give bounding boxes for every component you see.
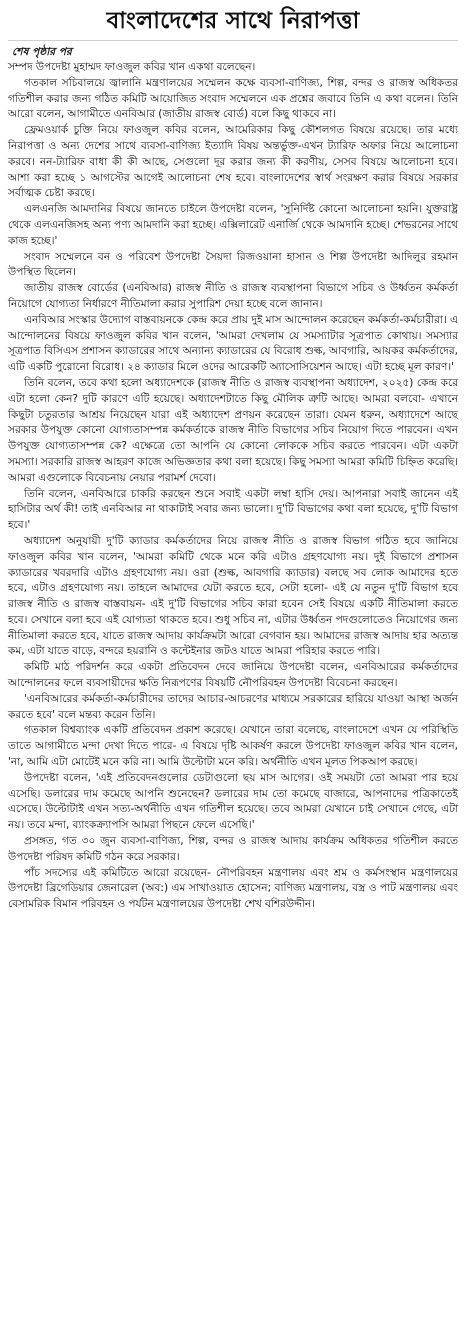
paragraph: কমিটি মাঠ পরিদর্শন করে একটা প্রতিবেদন দেবে জানিয়ে উপদেষ্টা বলেন, এনবিআরের কর্মকর্তাদের আন্দোলনের ফলে ব্যবসায়ীদের ক্ষতি নিরূপণের বিষয়টি নৌপরিবহন উপদেষ্টা বিবেচনা করছেন। — [8, 661, 458, 690]
paragraph: সম্পদ উপদেষ্টা মুহাম্মদ ফাওজুল কবির খান একথা বলেছেন। — [8, 61, 256, 73]
headline: বাংলাদেশের সাথে নিরাপত্তা — [8, 4, 458, 41]
paragraph: এলএনজি আমদানির বিষয়ে জানতে চাইলে উপদেষ্টা বলেন, 'সুনির্দিষ্ট কোনো আলোচনা হয়নি। যুক্তরাষ্ট্র থেকে এলএনজিসহ অন্য পণ্য আমদানি করা হচ্ছে। এক্সিলারেট এনার্জি থেকে আমদানি হচ্ছে। শেভরনের সাথে কাজ হচ্ছে।' — [8, 203, 458, 247]
paragraph: গতকাল সচিবালয়ে জ্বালানি মন্ত্রণালয়ের সম্মেলন কক্ষে ব্যবসা-বাণিজ্য, শিল্প, বন্দর ও রাজস্ব অধিকতর গতিশীল করার জন্য গঠিত কমিটি আয়োজিত সংবাদ সম্মেলনে এক প্রশ্নের জবাবে তিনি এ কথা বলেন। তিনি আরো বলেন, আগামীতে এনবিআর (জাতীয় রাজস্ব বোর্ড) বলে কিছু থাকবে না। — [8, 76, 458, 121]
paragraph: জাতীয় রাজস্ব বোর্ডের (এনবিআর) রাজস্ব নীতি ও রাজস্ব ব্যবস্থাপনা বিভাগে সচিব ও উর্ধ্বতন কর্মকর্তা নিয়োগে যোগ্যতা নির্ধারণে নীতিমালা করার সুপারিশ দেয়া হচ্ছে বলে জানান। — [8, 282, 458, 310]
paragraph: 'এনবিআরের কর্মকর্তা-কর্মচারীদের তাদের আচার-আচরণের মাধ্যমে সরকারের হারিয়ে যাওয়া আস্থা অর্জন করতে হবে' বলে মন্তব্য করেন তিনি। — [8, 692, 458, 721]
paragraph: উপদেষ্টা বলেন, 'এই প্রতিবেদনগুলোর ডেটাগুলো ছয় মাস আগের। ওই সময়টা তো আমরা পার হয়ে এসেছি। ডলারের দাম কমেছে আপনি শুনেছেন? ডলারের দাম তো কমেছে বাজারে, আপনাদের পত্রিকাতেই এসেছে। উল্টোটাই এখন সত্য-অর্থনীতি এখন গতিশীল হয়েছে। তবে আমরা যেখানে চাই সেখানে গেছে, এটা নয়। তবে মন্দা, ব্যাংকক্র্যাপসি আমরা পিছনে ফেলে এসেছি।' — [8, 771, 458, 832]
paragraph: তিনি বলেন, এনবিআরে চাকরি করছেন শুনে সবাই একটা লম্বা হাসি দেয়। আপনারা সবাই জানেন এই হাসিটার অর্থ কী! তাই এনবিআর না থাকাটাই সবার জন্য ভালো। দু'টি বিভাগের কথা বলা হয়েছে, দু'টি বিভাগ হবে।' — [8, 487, 458, 532]
paragraph: এনবিআর সংস্কার উদ্যোগ বাস্তবায়নকে কেন্দ্র করে প্রায় দুই মাস আন্দোলন করেছেন কর্মকর্তা-কর্মচারীরা। এ আন্দোলনের বিষয়ে ফাওজুল কবির খান বলেন, 'আমরা দেখলাম যে সমস্যাটার সূত্রপাত কোথায়। সমস্যার সূত্রপাত বিসিএস প্রশাসন ক্যাডারের সাথে অন্যান্য ক্যাডারের যে বিরোধ শুল্ক, আবগারি, আয়কর কর্মকর্তাদের, এটি একটি পুরোনো বিরোধ। ২৪ ক্যাডার মিলে ওদের আরেকটি অ্যাসোসিয়েশন আছে। এটা হচ্ছে মূল কারণ।' — [8, 313, 458, 374]
continued-from-label: শেষ পৃষ্ঠার পর — [12, 46, 72, 58]
paragraph: অধ্যাদেশ অনুযায়ী দু'টি ক্যাডার কর্মকর্তাদের নিয়ে রাজস্ব নীতি ও রাজস্ব বিভাগ গঠিত হবে জানিয়ে ফাওজুল কবির খান বলেন, 'আমরা কমিটি থেকে মনে করি এটাও গ্রহণযোগ্য নয়। দুই বিভাগে প্রশাসন ক্যাডারের খবরদারি এটাও গ্রহণযোগ্য নয়। ওরা (শুল্ক, আবগারি ক্যাডার) বলছে সব লোক আমাদের হতে হবে, এটাও গ্রহণযোগ্য নয়। তাহলে আমাদের যেটা করতে হবে, সেটা হলো- এই যে নতুন দু'টি বিভাগ হবে রাজস্ব নীতি ও রাজস্ব বাস্তবায়ন- এই দু'টি বিভাগের সচিব কারা হবেন সেই বিষয়ে একটি নীতিমালা করতে হবে। সেখানে বলা হবে এই যোগ্যতা থাকতে হবে। শুধু সচিব না, এটার উর্ধ্বতন পদগুলোতেও নিয়োগের জন্য নীতিমালা করতে হবে, যাতে রাজস্ব আদায় কার্যক্রমটা আরো বেগবান হয়। আমাদের রাজস্ব আদায় হার অত্যন্ত কম, এটা যাতে বাড়ে, বন্দরে হয়রানি ও কন্টেইনার জটও যাতে আমরা পরিহার করতে পারি। — [8, 534, 458, 658]
article-body — [8, 60, 458, 913]
paragraph: ফ্রেমওয়ার্ক চুক্তি নিয়ে ফাওজুল কবির বলেন, আমেরিকার কিছু কৌশলগত বিষয়ে রয়েছে। তার মধ্যে নিরাপত্তা ও অন্য দেশের সাথে ব্যবসা-বাণিজ্য ইত্যাদি বিষয় অন্তর্ভুক্ত-এখন ট্যারিফ অফার নিয়ে আলোচনা করবে। নন-ট্যারিফ বাধা কী কী আছে, সেগুলো দূর করার জন্য কী করণীয়, সেসব বিষয়ে আলোচনা হবে। আশা করা হচ্ছে ১ আগস্টের আগেই আলোচনা শেষ হবে। বাংলাদেশের স্বার্থ সংরক্ষণ করার বিষয়ে সরকার সর্বাত্মক চেষ্টা করছে। — [8, 124, 458, 200]
paragraph: তিনি বলেন, তবে কথা হলো অধ্যাদেশকে (রাজস্ব নীতি ও রাজস্ব ব্যবস্থাপনা অধ্যাদেশ, ২০২৫) কেন্দ্র করে এটা হলো কেন? দুটি কারণে এটি হয়েছে। অধ্যাদেশটাতে কিছু মৌলিক ত্রুটি আছে। আমরা বলবো- এখানে কিছুটা চতুরতার আশ্রয় নিয়েছেন যারা এই অধ্যাদেশ প্রণয়ন করেছেন তারা। যেমন ধরুন, অধ্যাদেশে আছে সরকার উপযুক্ত কোনো যোগ্যতাসম্পন্ন কর্মকর্তাকে রাজস্ব নীতি বিভাগের সচিব নিয়োগ দিতে পারবেন। এখন উপযুক্ত যোগ্যতাসম্পন্ন কে? এক্ষেত্রে তো আপনি যে কোনো লোককে সচিব করতে পারবেন। এটা একটা সমস্যা। সরকারি রাজস্ব আহরণ কাজে অভিজ্ঞতার কথা বলা হয়েছে। কিছু সমস্যা আমরা কমিটি চিহ্নিত করেছি। আমরা এগুলোকে বিবেচনায় নেয়ার পরামর্শ দেবো। — [8, 376, 458, 484]
paragraph: পাঁচ সদস্যের এই কমিটিতে আরো রয়েছেন- নৌপরিবহন মন্ত্রণালয় এবং শ্রম ও কর্মসংস্থান মন্ত্রণালয়ের উপদেষ্টা ব্রিগেডিয়ার জেনারেল (অব:) এম সাখাওয়াত হোসেন; বাণিজ্য মন্ত্রণালয়, বস্ত্র ও পাট মন্ত্রণালয় এবং বেসামরিক বিমান পরিবহন ও পর্যটন মন্ত্রণালয়ের উপদেষ্টা শেখ বশিরউদ্দীন। — [8, 866, 458, 911]
paragraph: গতকাল বিশ্বব্যাংক একটি প্রতিবেদন প্রকাশ করেছে। যেখানে তারা বলেছে, বাংলাদেশে এখন যে পরিস্থিতি তাতে আগামীতে মন্দা দেখা দিতে পারে- এ বিষয়ে দৃষ্টি আকর্ষণ করলে উপদেষ্টা ফাওজুল কবির খান বলেন, 'না, আমি এটা মোটেই মনে করি না। আমি উল্টোটা মনে করি। অর্থনীতি এখন মূলত পিকআপ করছে। — [8, 724, 458, 769]
paragraph: প্রসঙ্গত, গত ৩০ জুন ব্যবসা-বাণিজ্য, শিল্প, বন্দর ও রাজস্ব আদায় কার্যক্রম অধিকতর গতিশীল করতে উপদেষ্টা পরিষদ কমিটি গঠন করে সরকার। — [8, 835, 458, 863]
paragraph: সংবাদ সম্মেলনে বন ও পরিবেশ উপদেষ্টা সৈয়দা রিজওয়ানা হাসান ও শিল্প উপদেষ্টা আদিলুর রহমান উপস্থিত ছিলেন। — [8, 250, 458, 279]
